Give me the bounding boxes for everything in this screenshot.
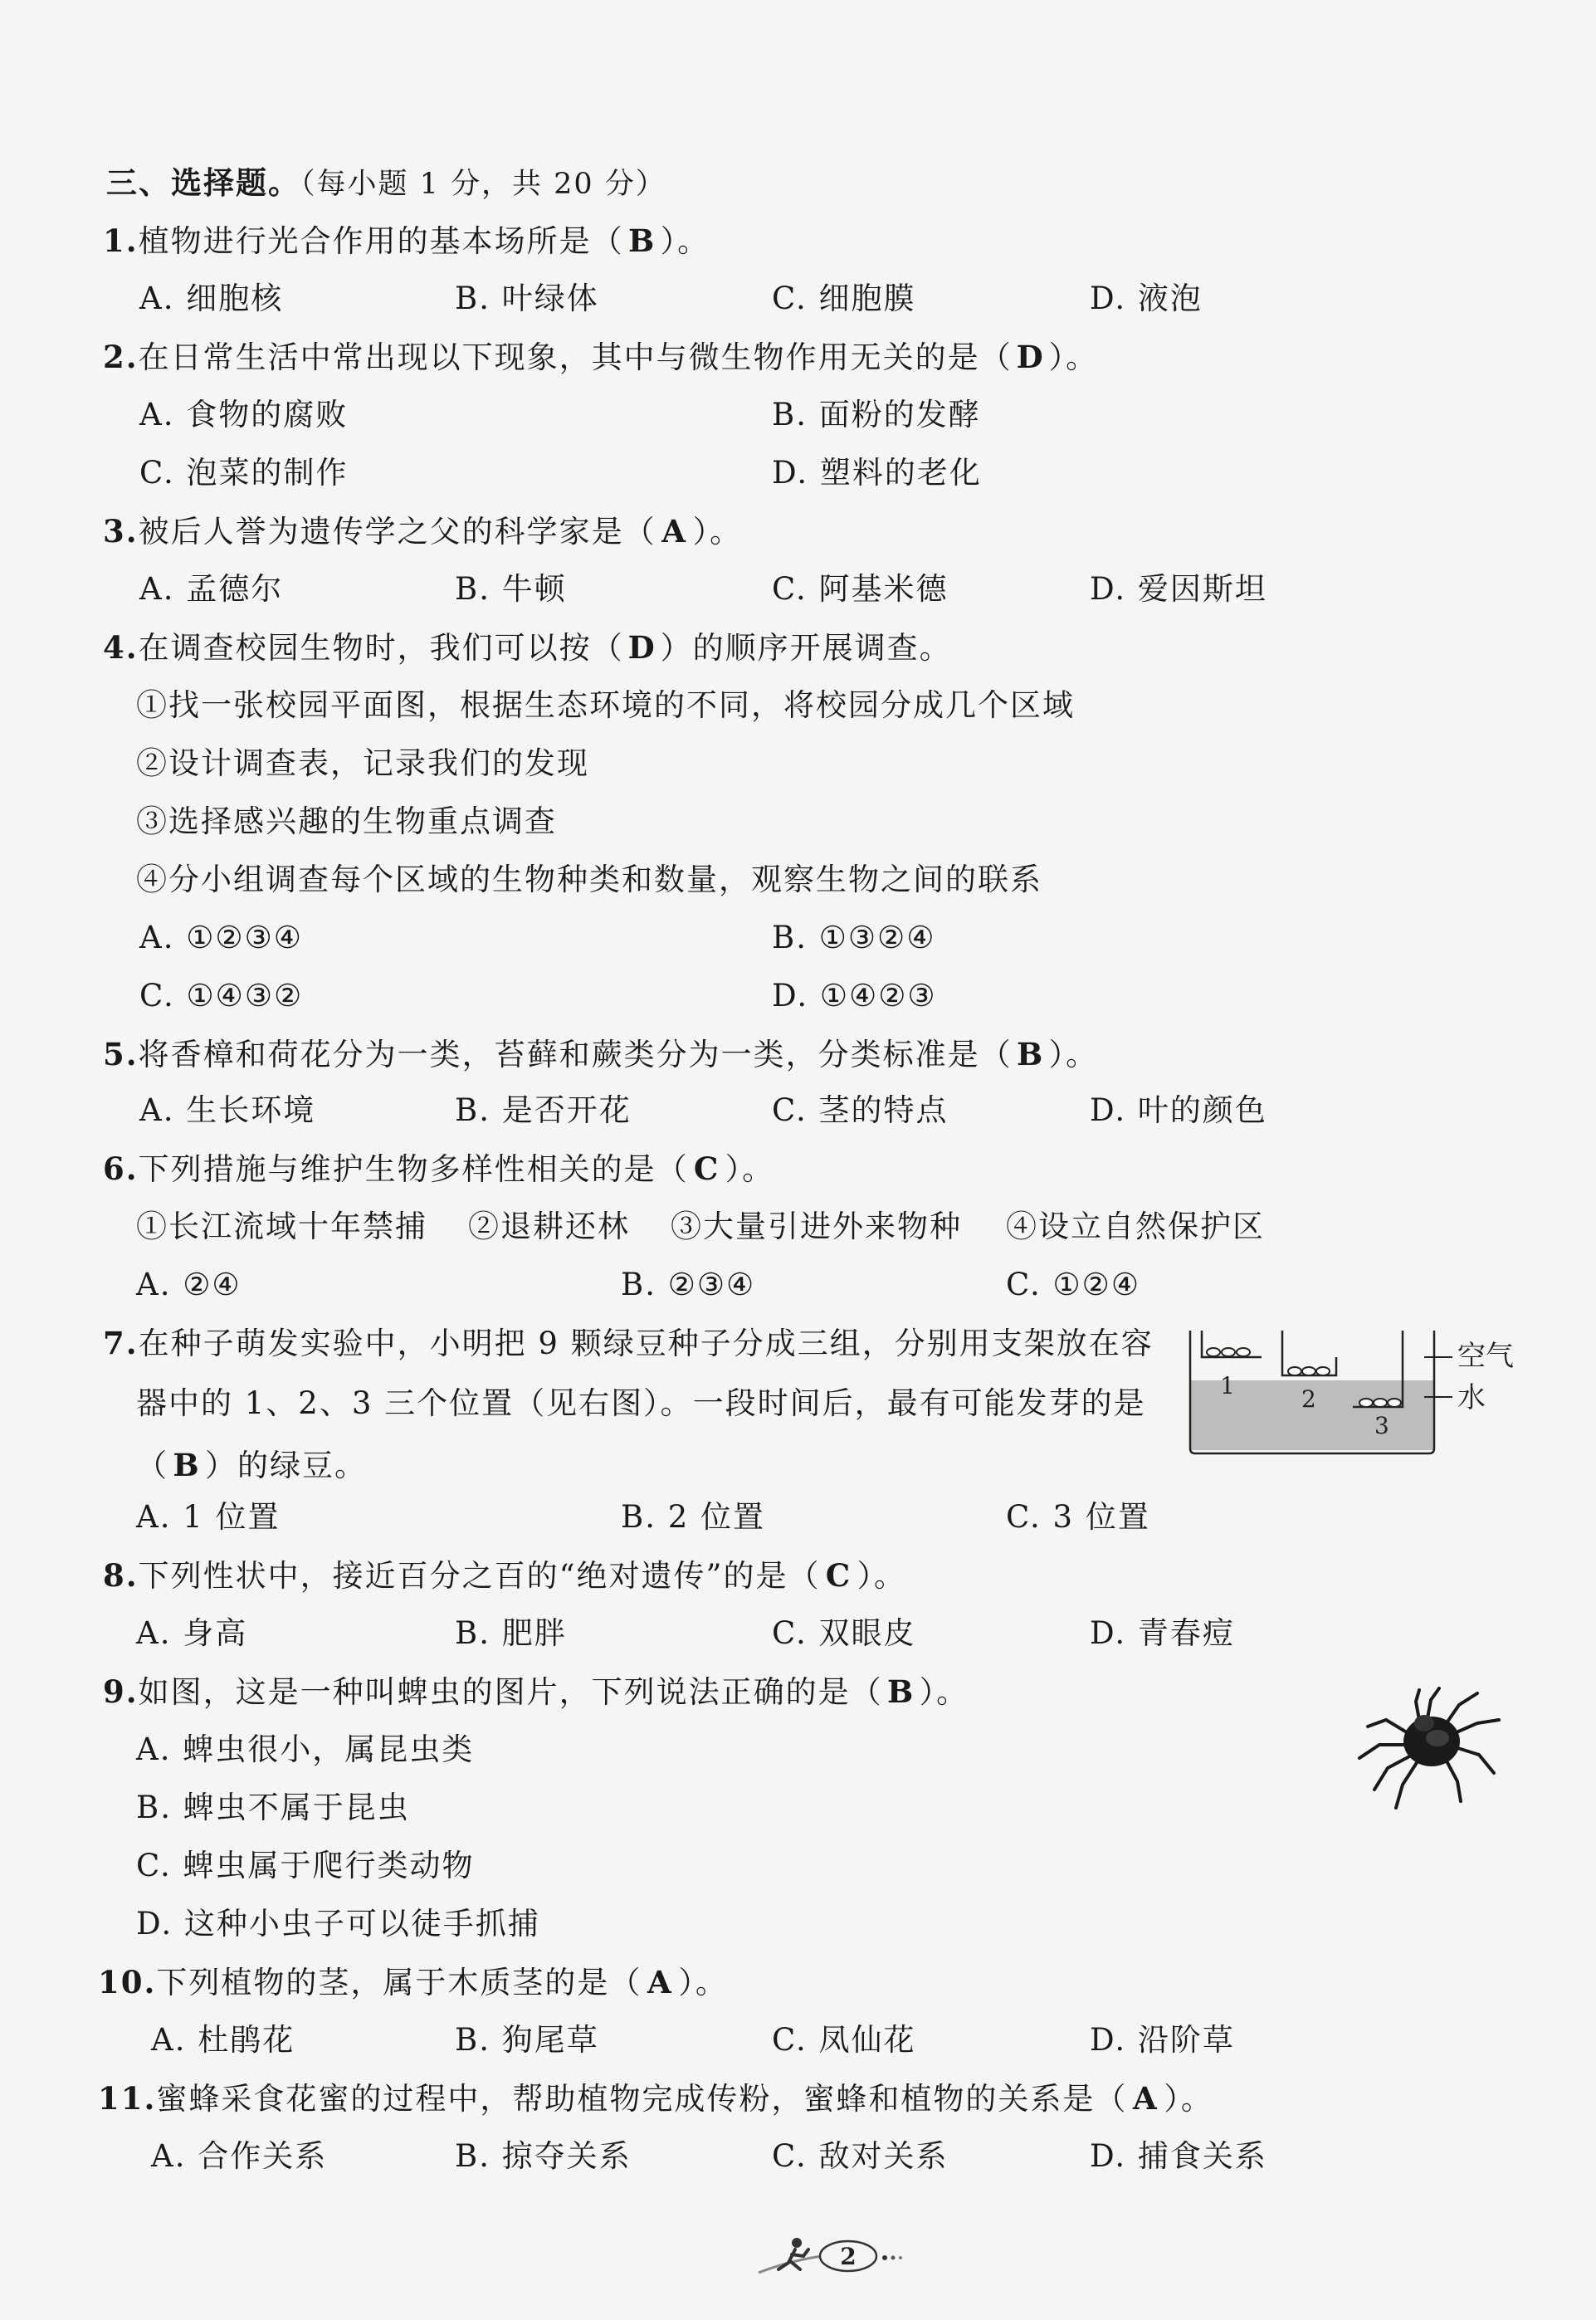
answer: A bbox=[661, 513, 687, 549]
question-number: 9. bbox=[103, 1673, 139, 1710]
option: B. 蜱虫不属于昆虫 bbox=[136, 1790, 410, 1825]
option: B. 面粉的发酵 bbox=[772, 397, 981, 432]
option: C. ①④③② bbox=[139, 978, 304, 1013]
option: B. 狗尾草 bbox=[455, 2022, 599, 2058]
option: D. 青春痘 bbox=[1090, 1615, 1235, 1651]
question-text: 如图，这是一种叫蜱虫的图片，下列说法正确的是（ bbox=[138, 1674, 883, 1710]
section-header bbox=[106, 162, 666, 205]
section-subtitle: （每小题 1 分，共 20 分） bbox=[300, 168, 666, 201]
seeds-position-2 bbox=[1288, 1367, 1330, 1375]
step-item: ④分小组调查每个区域的生物种类和数量，观察生物之间的联系 bbox=[136, 862, 1042, 897]
section-title: 三、选择题。 bbox=[106, 164, 300, 201]
question-text: 在调查校园生物时，我们可以按（ bbox=[138, 630, 624, 666]
option: D. 塑料的老化 bbox=[772, 455, 982, 491]
question-text-end: ）。 bbox=[919, 1674, 969, 1710]
seeds-position-1 bbox=[1207, 1348, 1250, 1356]
option: A. 杜鹃花 bbox=[151, 2022, 295, 2058]
answer: C bbox=[825, 1557, 852, 1594]
seed-germination-diagram bbox=[1179, 1324, 1527, 1465]
question-text: 下列措施与维护生物多样性相关的是（ bbox=[138, 1151, 689, 1187]
step-item: ①找一张校园平面图，根据生态环境的不同，将校园分成几个区域 bbox=[136, 687, 1075, 723]
option: A. 食物的腐败 bbox=[139, 397, 349, 432]
answer: D bbox=[1016, 339, 1045, 375]
question-number: 3. bbox=[103, 513, 139, 549]
question-text-end: ）。 bbox=[857, 1558, 906, 1594]
measure-item: ①长江流域十年禁捕 bbox=[136, 1209, 427, 1244]
option: C. 细胞膜 bbox=[772, 281, 916, 316]
question-7 bbox=[103, 1322, 1154, 1365]
answer: C bbox=[693, 1150, 720, 1187]
answer: A bbox=[1133, 2080, 1159, 2117]
question-9 bbox=[103, 1671, 969, 1713]
measure-item: ③大量引进外来物种 bbox=[671, 1209, 962, 1244]
option: C. 阿基米德 bbox=[772, 571, 949, 607]
question-number: 10. bbox=[98, 1964, 157, 2000]
step-item: ③选择感兴趣的生物重点调查 bbox=[136, 803, 557, 839]
tick-image bbox=[1353, 1668, 1511, 1814]
answer: B bbox=[628, 222, 656, 259]
question-text: 下列植物的茎，属于木质茎的是（ bbox=[156, 1965, 642, 2000]
question-2 bbox=[103, 336, 1098, 379]
option: A. 生长环境 bbox=[139, 1092, 316, 1128]
question-text-end: ）。 bbox=[1048, 1037, 1099, 1072]
page-footer bbox=[755, 2231, 954, 2281]
option: B. 肥胖 bbox=[455, 1615, 567, 1651]
option: B. 2 位置 bbox=[621, 1499, 766, 1535]
question-6 bbox=[103, 1148, 774, 1190]
question-text-end: ）的顺序开展调查。 bbox=[660, 630, 952, 666]
question-text-end: ）。 bbox=[1164, 2081, 1213, 2117]
option: C. ①②④ bbox=[1006, 1267, 1141, 1302]
question-text: 在种子萌发实验中，小明把 9 颗绿豆种子分成三组，分别用支架放在容 bbox=[138, 1326, 1154, 1361]
question-number: 11. bbox=[98, 2080, 157, 2117]
option: D. 爱因斯坦 bbox=[1090, 571, 1267, 607]
option: B. ②③④ bbox=[621, 1267, 756, 1302]
option: D. ①④②③ bbox=[772, 978, 937, 1013]
answer: B bbox=[887, 1673, 915, 1710]
question-text-end: ）。 bbox=[1048, 339, 1099, 375]
tick-head bbox=[1414, 1715, 1434, 1731]
seeds-position-3 bbox=[1359, 1399, 1401, 1407]
position-1-label: 1 bbox=[1220, 1372, 1235, 1399]
answer: A bbox=[647, 1964, 673, 2000]
air-label: 空气 bbox=[1457, 1340, 1514, 1373]
answer: B bbox=[1017, 1036, 1045, 1072]
step-item: ②设计调查表，记录我们的发现 bbox=[136, 745, 589, 781]
option: D. 液泡 bbox=[1090, 281, 1203, 316]
option: B. 叶绿体 bbox=[455, 281, 599, 316]
option: A. 1 位置 bbox=[136, 1499, 281, 1535]
question-text: 植物进行光合作用的基本场所是（ bbox=[138, 223, 624, 259]
question-text: 在日常生活中常出现以下现象，其中与微生物作用无关的是（ bbox=[138, 339, 1013, 375]
option: B. 掠夺关系 bbox=[455, 2138, 632, 2174]
answer: B bbox=[173, 1447, 201, 1483]
page-number: 2 bbox=[840, 2243, 857, 2270]
question-text-end: ）的绿豆。 bbox=[205, 1448, 367, 1483]
question-number: 4. bbox=[103, 629, 139, 666]
question-text: 将香樟和荷花分为一类，苔藓和蕨类分为一类，分类标准是（ bbox=[138, 1037, 1013, 1072]
option: C. 泡菜的制作 bbox=[139, 455, 349, 491]
water-label: 水 bbox=[1457, 1381, 1486, 1414]
question-text: 下列性状中，接近百分之百的“绝对遗传”的是（ bbox=[138, 1558, 821, 1594]
question-text-line bbox=[136, 1444, 367, 1487]
option: D. 沿阶草 bbox=[1090, 2022, 1235, 2058]
option: C. 双眼皮 bbox=[772, 1615, 916, 1651]
option: A. 蜱虫很小，属昆虫类 bbox=[136, 1731, 475, 1767]
option: A. 身高 bbox=[136, 1615, 248, 1651]
option: C. 敌对关系 bbox=[772, 2138, 949, 2174]
question-8 bbox=[103, 1555, 906, 1597]
option: D. 这种小虫子可以徒手抓捕 bbox=[136, 1906, 540, 1941]
question-text-end: ）。 bbox=[660, 223, 710, 259]
option: A. 细胞核 bbox=[139, 281, 284, 316]
option: C. 凤仙花 bbox=[772, 2022, 916, 2058]
position-3-label: 3 bbox=[1374, 1412, 1389, 1439]
question-number: 5. bbox=[103, 1036, 139, 1072]
option: B. ①③②④ bbox=[772, 920, 936, 955]
question-4 bbox=[103, 627, 952, 669]
question-10 bbox=[98, 1961, 728, 2004]
question-number: 2. bbox=[103, 339, 139, 375]
option: A. 合作关系 bbox=[151, 2138, 328, 2174]
option: B. 牛顿 bbox=[455, 571, 567, 607]
question-text-line: 器中的 1、2、3 三个位置（见右图）。一段时间后，最有可能发芽的是 bbox=[136, 1385, 1146, 1421]
question-5 bbox=[103, 1033, 1098, 1076]
option: B. 是否开花 bbox=[455, 1092, 632, 1128]
option: C. 3 位置 bbox=[1006, 1499, 1150, 1535]
question-11 bbox=[98, 2078, 1213, 2120]
question-text: 被后人誉为遗传学之父的科学家是（ bbox=[138, 514, 656, 549]
container-illustration bbox=[1179, 1324, 1527, 1465]
tick-icon bbox=[1353, 1668, 1511, 1814]
question-text: 蜜蜂采食花蜜的过程中，帮助植物完成传粉，蜜蜂和植物的关系是（ bbox=[156, 2081, 1128, 2117]
option: A. 孟德尔 bbox=[139, 571, 284, 607]
question-text-end: ）。 bbox=[678, 1965, 728, 2000]
answer: D bbox=[627, 629, 656, 666]
option: A. ①②③④ bbox=[139, 920, 303, 955]
question-text-end: ）。 bbox=[692, 514, 743, 549]
question-text: （ bbox=[136, 1448, 168, 1483]
question-text-end: ）。 bbox=[725, 1151, 775, 1187]
option: C. 茎的特点 bbox=[772, 1092, 949, 1128]
position-2-label: 2 bbox=[1301, 1385, 1316, 1413]
measure-item: ④设立自然保护区 bbox=[1006, 1209, 1265, 1244]
option: D. 叶的颜色 bbox=[1090, 1092, 1267, 1128]
option: A. ②④ bbox=[136, 1267, 242, 1302]
question-number: 8. bbox=[103, 1557, 139, 1594]
question-number: 7. bbox=[103, 1325, 139, 1361]
option: C. 蜱虫属于爬行类动物 bbox=[136, 1848, 475, 1883]
measure-item: ②退耕还林 bbox=[468, 1209, 630, 1244]
option: D. 捕食关系 bbox=[1090, 2138, 1267, 2174]
question-1 bbox=[103, 220, 710, 262]
question-number: 1. bbox=[103, 222, 139, 259]
question-number: 6. bbox=[103, 1150, 139, 1187]
question-3 bbox=[103, 510, 742, 553]
runner-icon bbox=[755, 2231, 954, 2281]
